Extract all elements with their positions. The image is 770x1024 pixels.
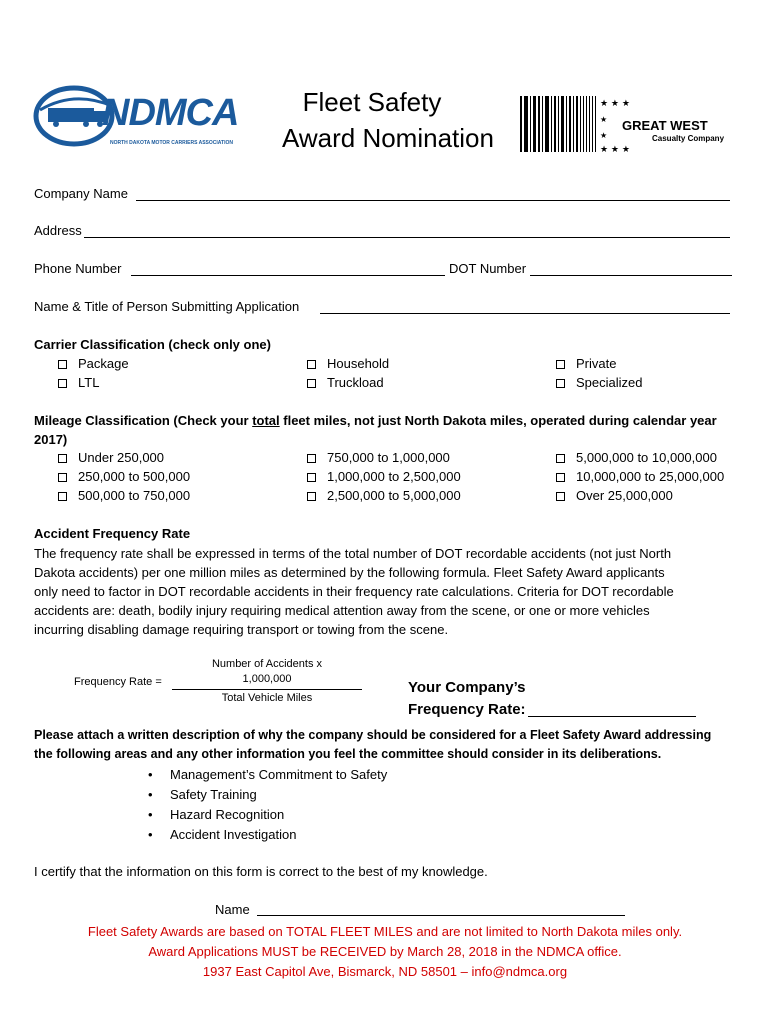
mileage-heading-line-2: 2017) (34, 432, 68, 447)
svg-text:★: ★ (600, 115, 608, 124)
attach-line-1: Please attach a written description of why the company should be considered for a Fleet Safety Award addressing (34, 728, 712, 742)
accident-paragraph: The frequency rate shall be expressed in terms of the total number of DOT recordable accidents (not just North Dakota accidents) per one million miles as determined by the following formula. Fleet Safety Award applicants only need to factor in DOT recordable accidents in their frequency rate calculations. Criteria for DOT recordable accidents are: death, bodily injury requiring medical attention away from the scene, or one or more vehicles incurring disabling damage requiring transport or towing from the scene. (34, 546, 674, 637)
svg-text:★: ★ (600, 131, 608, 140)
mileage-option[interactable]: 250,000 to 500,000 (58, 469, 190, 484)
sponsor-line-1: GREAT WEST (622, 118, 708, 133)
formula-numerator: Number of Accidents x 1,000,000 (211, 658, 323, 685)
checkbox[interactable] (556, 473, 565, 482)
mileage-option[interactable]: 2,500,000 to 5,000,000 (307, 488, 461, 503)
checkbox[interactable] (556, 454, 565, 463)
attach-bullet-list (148, 765, 387, 845)
dot-number-label: DOT Number (449, 261, 527, 276)
carrier-option-household[interactable]: Household (307, 356, 389, 371)
svg-text:★ ★ ★: ★ ★ ★ (600, 99, 630, 109)
formula-label: Frequency Rate = (74, 676, 162, 688)
formula-denominator: Total Vehicle Miles (221, 692, 313, 704)
checkbox[interactable] (58, 379, 67, 388)
company-name-field[interactable] (136, 200, 730, 201)
formula-divider (172, 689, 362, 690)
certify-statement: I certify that the information on this form is correct to the best of my knowledge. (34, 864, 488, 879)
checkbox[interactable] (556, 379, 565, 388)
title-line-1: Fleet Safety (302, 87, 442, 117)
mileage-option[interactable]: 750,000 to 1,000,000 (307, 450, 450, 465)
company-name-label: Company Name (34, 186, 128, 201)
mileage-option[interactable]: 10,000,000 to 25,000,000 (556, 469, 724, 484)
name-field[interactable] (257, 915, 625, 916)
phone-number-field[interactable] (131, 275, 445, 276)
title-line-2: Award Nomination (282, 123, 494, 153)
checkbox[interactable] (58, 492, 67, 501)
submitter-label: Name & Title of Person Submitting Application (34, 299, 300, 314)
checkbox[interactable] (307, 492, 316, 501)
carrier-option-ltl[interactable]: LTL (58, 375, 99, 390)
ndmca-logo (34, 86, 244, 152)
list-item: • Hazard Recognition (148, 805, 387, 825)
list-item: • Management’s Commitment to Safety (148, 765, 387, 785)
mileage-option[interactable]: 5,000,000 to 10,000,000 (556, 450, 717, 465)
checkbox[interactable] (556, 360, 565, 369)
checkbox[interactable] (307, 454, 316, 463)
address-label: Address (34, 223, 82, 238)
mileage-heading: Mileage Classification (Check your total fleet miles, not just North Dakota miles, operated during calendar year (34, 413, 717, 428)
checkbox[interactable] (58, 473, 67, 482)
footer-line-3: 1937 East Capitol Ave, Bismarck, ND 58501 – info@ndmca.org (202, 964, 568, 979)
mileage-option[interactable]: Over 25,000,000 (556, 488, 673, 503)
carrier-option-truckload[interactable]: Truckload (307, 375, 384, 390)
footer-line-2: Award Applications MUST be RECEIVED by March 28, 2018 in the NDMCA office. (148, 944, 622, 959)
attach-line-2: the following areas and any other information you feel the committee should consider in its deliberations. (34, 747, 662, 761)
logo-text: NDMCA (102, 92, 239, 134)
footer (0, 922, 770, 982)
your-rate-field[interactable] (528, 716, 696, 717)
name-label: Name (215, 902, 250, 917)
accident-heading: Accident Frequency Rate (34, 526, 191, 541)
logo-subtext: NORTH DAKOTA MOTOR CARRIERS ASSOCIATION (110, 140, 233, 146)
list-item: • Safety Training (148, 785, 387, 805)
dot-number-field[interactable] (530, 275, 732, 276)
mileage-option[interactable]: Under 250,000 (58, 450, 164, 465)
carrier-heading: Carrier Classification (check only one) (34, 337, 271, 352)
list-item: • Accident Investigation (148, 825, 387, 845)
checkbox[interactable] (307, 379, 316, 388)
checkbox[interactable] (307, 360, 316, 369)
mileage-option[interactable]: 1,000,000 to 2,500,000 (307, 469, 461, 484)
your-rate-line-1: Your Company’s (408, 679, 526, 696)
phone-number-label: Phone Number (34, 261, 122, 276)
carrier-option-package[interactable]: Package (58, 356, 129, 371)
address-field[interactable] (84, 237, 730, 238)
page-title (282, 84, 497, 156)
barcode-graphic (520, 94, 630, 158)
great-west-logo (520, 94, 730, 158)
checkbox[interactable] (307, 473, 316, 482)
submitter-field[interactable] (320, 313, 730, 314)
your-rate-line-2: Frequency Rate: (408, 701, 526, 718)
checkbox[interactable] (58, 454, 67, 463)
svg-text:★ ★ ★: ★ ★ ★ (600, 145, 630, 155)
checkbox[interactable] (58, 360, 67, 369)
mileage-option[interactable]: 500,000 to 750,000 (58, 488, 190, 503)
sponsor-line-2: Casualty Company (652, 134, 725, 143)
checkbox[interactable] (556, 492, 565, 501)
footer-line-1: Fleet Safety Awards are based on TOTAL FLEET MILES and are not limited to North Dakota miles only. (87, 924, 683, 939)
carrier-option-specialized[interactable]: Specialized (556, 375, 643, 390)
carrier-option-private[interactable]: Private (556, 356, 616, 371)
